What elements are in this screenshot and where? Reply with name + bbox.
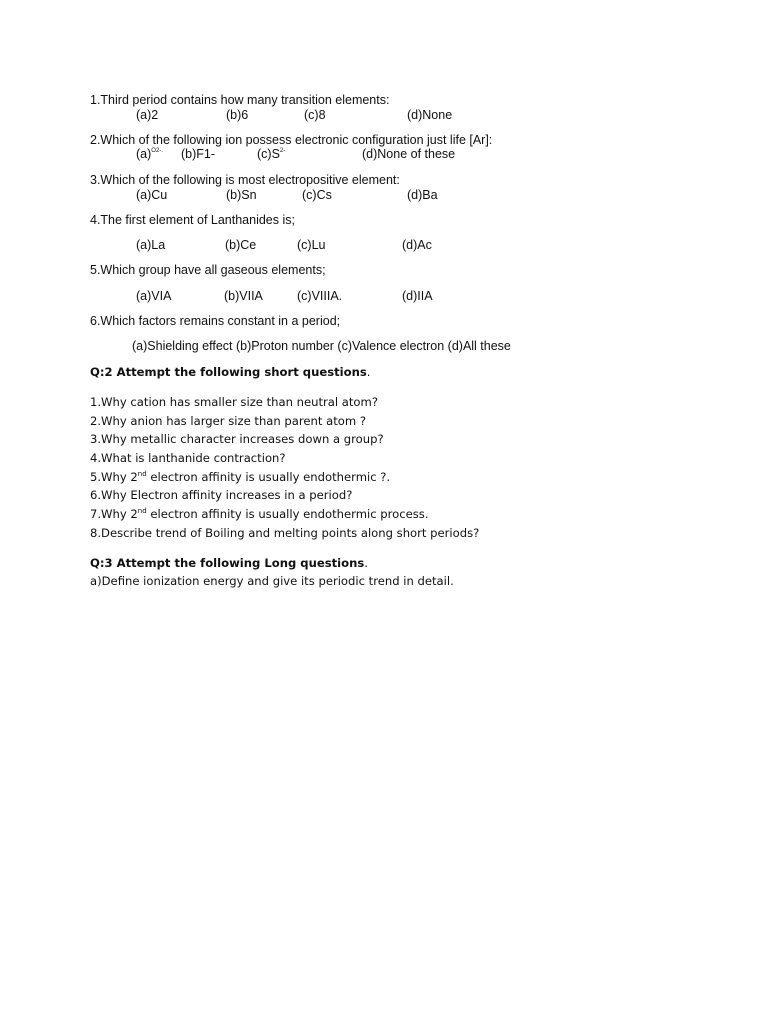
mcq-question-4: 4.The first element of Lanthanides is; [90, 213, 295, 227]
mcq-2-option-d: (d)None of these [362, 147, 456, 161]
mcq-question-3: 3.Which of the following is most electropositive element: [90, 173, 400, 187]
mcq-question-2: 2.Which of the following ion possess electronic configuration just life [Ar]: [90, 133, 493, 147]
mcq-1-option-a: (a)2 [136, 108, 159, 122]
mcq-5-option-a: (a)VIA [136, 289, 172, 303]
short-question-1: 1.Why cation has smaller size than neutral atom? [90, 395, 378, 409]
mcq-2-option-c: $(c)S^{2-}$ [257, 147, 286, 161]
mcq-5-option-d: (d)IIA [402, 289, 433, 303]
mcq-question-1: 1.Third period contains how many transition elements: [90, 93, 390, 107]
long-question-a: a)Define ionization energy and give its periodic trend in detail. [90, 574, 454, 588]
mcq-4-option-b: (b)Ce [225, 238, 257, 252]
mcq-4-option-c: (c)Lu [297, 238, 326, 252]
mcq-1-option-d: (d)None [407, 108, 453, 122]
mcq-5-option-c: (c)VIIIA. [297, 289, 343, 303]
mcq-3-option-d: (d)Ba [407, 188, 438, 202]
mcq-4-option-a: (a)La [136, 238, 166, 252]
short-question-6: 6.Why Electron affinity increases in a period? [90, 488, 353, 502]
short-question-8: 8.Describe trend of Boiling and melting points along short periods? [90, 526, 480, 540]
short-question-4: 4.What is lanthanide contraction? [90, 451, 286, 465]
ordinal-superscript: nd [137, 470, 147, 478]
mcq-2-option-b: (b)F1- [181, 147, 216, 161]
short-question-7: 7.Why 2nd electron affinity is usually endothermic process. [90, 507, 429, 521]
mcq-2-option-c-superscript: 2- [279, 148, 286, 154]
mcq-6-options: (a)Shielding effect (b)Proton number (c)Valence electron (d)All these [132, 339, 511, 353]
section-heading-q2: Q:2 Attempt the following short questions. [90, 365, 371, 379]
mcq-1-option-c: (c)8 [304, 108, 326, 122]
short-question-5: 5.Why 2nd electron affinity is usually endothermic ?. [90, 470, 391, 484]
mcq-2-option-a: $(a)^{O2-.}$ [136, 147, 163, 161]
mcq-2-option-a-superscript: O2-. [151, 148, 163, 154]
section-heading-q3: Q:3 Attempt the following Long questions. [90, 556, 368, 570]
mcq-3-option-c: (c)Cs [302, 188, 332, 202]
mcq-question-6: 6.Which factors remains constant in a period; [90, 314, 341, 328]
mcq-question-5: 5.Which group have all gaseous elements; [90, 263, 326, 277]
mcq-1-option-b: (b)6 [226, 108, 249, 122]
mcq-3-option-a: (a)Cu [136, 188, 168, 202]
ordinal-superscript: nd [137, 507, 147, 515]
short-question-2: 2.Why anion has larger size than parent atom ? [90, 414, 366, 428]
mcq-5-option-b: (b)VIIA [224, 289, 263, 303]
short-question-3: 3.Why metallic character increases down a group? [90, 432, 384, 446]
mcq-3-option-b: (b)Sn [226, 188, 257, 202]
mcq-4-option-d: (d)Ac [402, 238, 432, 252]
